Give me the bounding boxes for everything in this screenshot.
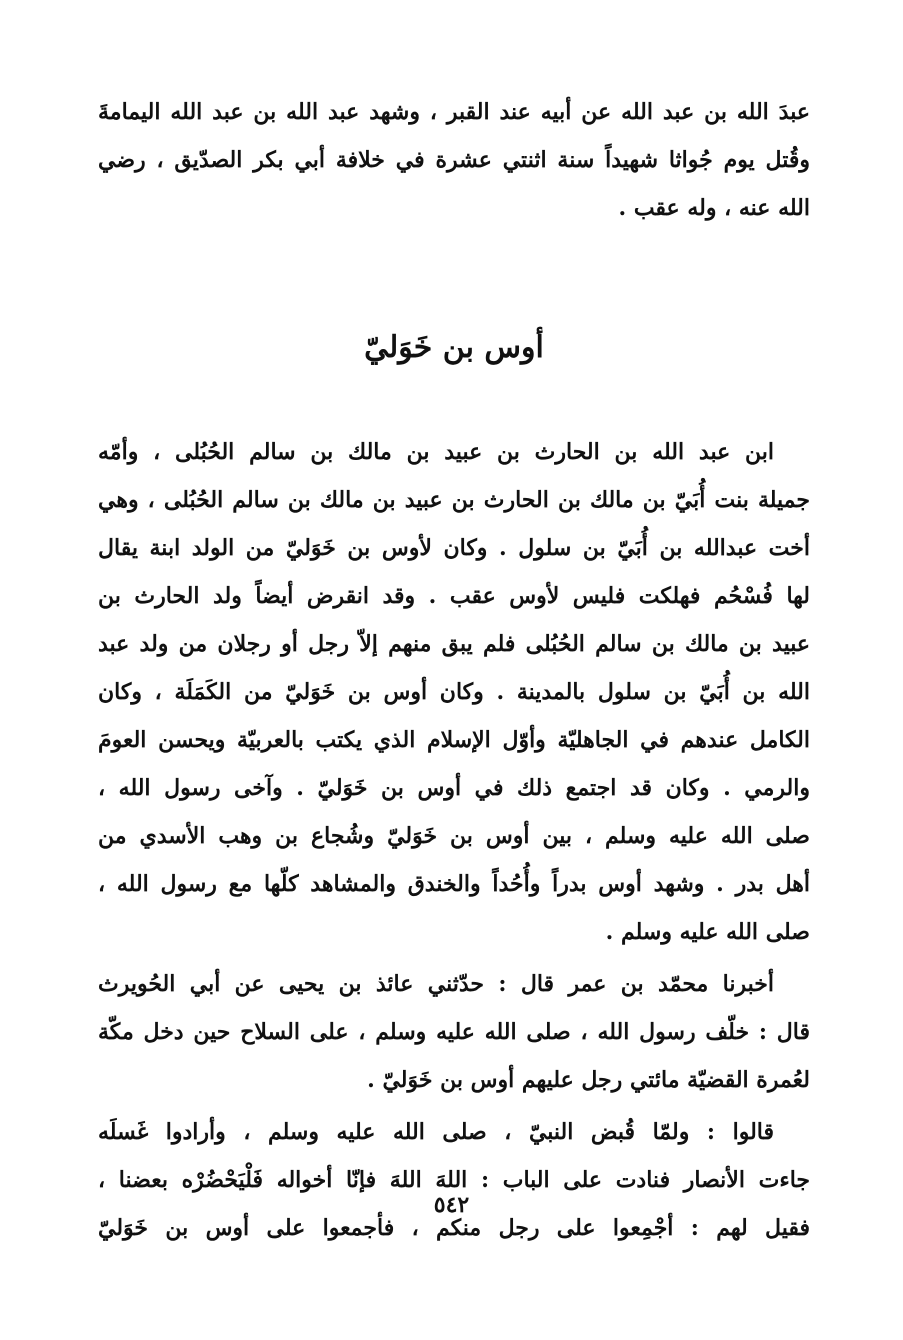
page-body (98, 88, 810, 1252)
text-line: لعُمرة القضيّة مائتي رجل عليهم أوس بن خَوَليّ . (367, 1067, 810, 1093)
text-line: عبدَ الله بن عبد الله عن أبيه عند القبر ، وشهد عبد الله بن عبد الله اليمامةَ (98, 99, 810, 125)
paragraph-2 (98, 960, 810, 1104)
intro-paragraph (98, 88, 810, 232)
paragraph-3 (98, 1108, 810, 1252)
text-line: قالوا : ولمّا قُبض النبيّ ، صلى الله عليه وسلم ، وأرادوا غَسلَه (98, 1119, 774, 1145)
text-line: الله عنه ، وله عقب . (618, 195, 810, 221)
text-line: لها فُسْحُم فهلكت فليس لأوس عقب . وقد انقرض أيضاً ولد الحارث بن (98, 583, 810, 609)
text-line: قال : خلّف رسول الله ، صلى الله عليه وسلم ، على السلاح حين دخل مكّة (98, 1019, 810, 1045)
text-line: صلى الله عليه وسلم ، بين أوس بن خَوَليّ وشُجاع بن وهب الأسدي من (98, 823, 810, 849)
page-number: ٥٤٢ (433, 1192, 470, 1218)
text-line: فقيل لهم : أجْمِعوا على رجل منكم ، فأجمعوا على أوس بن خَوَليّ (98, 1215, 810, 1241)
paragraph-1 (98, 428, 810, 956)
text-line: ابن عبد الله بن الحارث بن عبيد بن مالك بن سالم الحُبُلى ، وأمّه (98, 439, 774, 465)
text-line: وقُتل يوم جُواثا شهيداً سنة اثنتي عشرة في خلافة أبي بكر الصدّيق ، رضي (98, 147, 810, 173)
text-line: أخت عبدالله بن أُبَيّ بن سلول . وكان لأوس بن خَوَليّ من الولد ابنة يقال (98, 535, 810, 561)
text-line: أخبرنا محمّد بن عمر قال : حدّثني عائذ بن يحيى عن أبي الحُويرث (98, 971, 774, 997)
text-line: والرمي . وكان قد اجتمع ذلك في أوس بن خَوَليّ . وآخى رسول الله ، (98, 775, 810, 801)
text-line: جاءت الأنصار فنادت على الباب : اللهَ اللهَ فإنّا أخواله فَلْيَحْضُرْه بعضنا ، (98, 1167, 810, 1193)
text-line: جميلة بنت أُبَيّ بن مالك بن الحارث بن عبيد بن مالك بن سالم الحُبُلى ، وهي (98, 487, 810, 513)
text-line: عبيد بن مالك بن سالم الحُبُلى فلم يبق منهم إلاّ رجل أو رجلان من ولد عبد (98, 631, 810, 657)
section-title: أوس بن خَوَليّ (364, 330, 544, 365)
text-line: أهل بدر . وشهد أوس بدراً وأُحُداً والخندق والمشاهد كلّها مع رسول الله ، (98, 871, 810, 897)
text-line: الكامل عندهم في الجاهليّة وأوّل الإسلام الذي يكتب بالعربيّة ويحسن العومَ (98, 727, 810, 753)
text-line: الله بن أُبَيّ بن سلول بالمدينة . وكان أوس بن خَوَليّ من الكَمَلَة ، وكان (98, 679, 810, 705)
text-line: صلى الله عليه وسلم . (605, 919, 810, 945)
